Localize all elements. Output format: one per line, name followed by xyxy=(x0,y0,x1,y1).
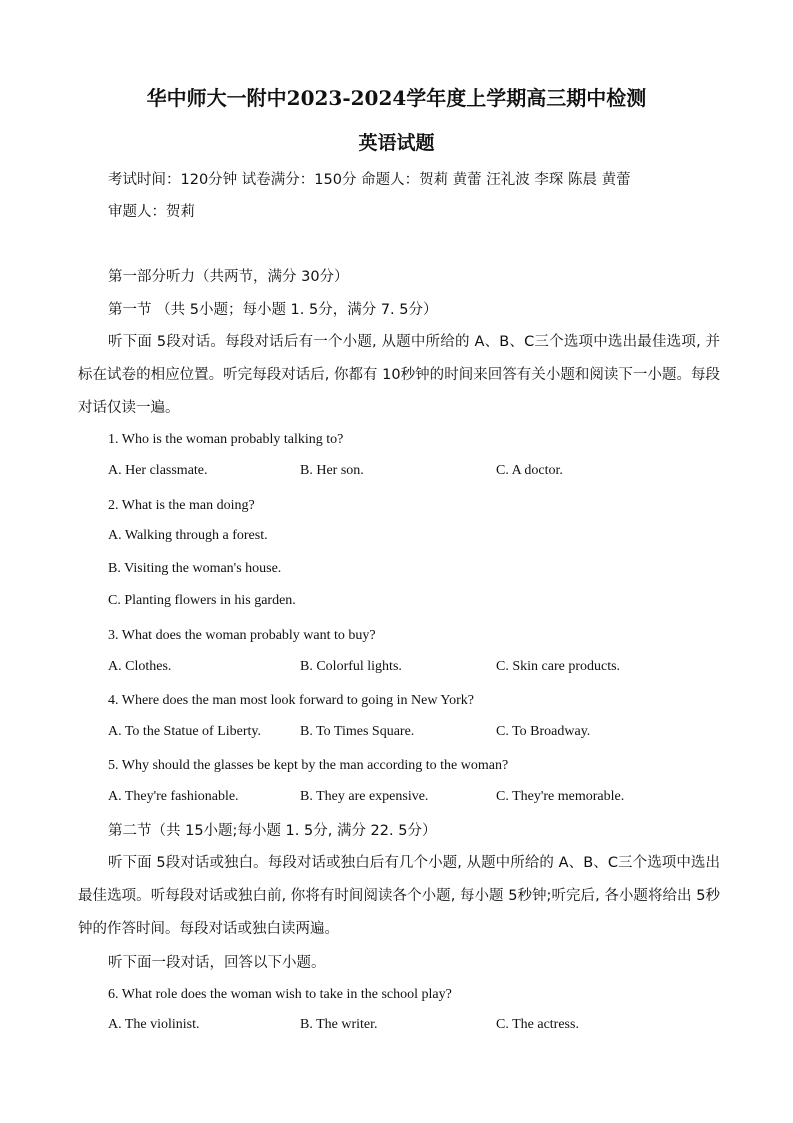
q4-option-b: B. To Times Square. xyxy=(300,724,415,739)
q1-option-c: C. A doctor. xyxy=(496,463,563,478)
dialogue-prompt: 听下面一段对话，回答以下小题。 xyxy=(108,955,326,971)
exam-title: 华中师大一附中2023-2024学年度上学期高三期中检测 xyxy=(146,86,647,110)
q6-option-c: C. The actress. xyxy=(496,1017,579,1032)
q4-option-a: A. To the Statue of Liberty. xyxy=(108,724,261,739)
section1-instructions: 听下面 5段对话。每段对话后有一个小题, 从题中所给的 A、B、C三个选项中选出最佳选项, 并标在试卷的相应位置。听完每段对话后, 你都有 10秒钟的时间来回答有关小题和阅读下一小题。每段对话仅读一遍。 xyxy=(78,334,720,416)
exam-info: 考试时间：120分钟 试卷满分：150分 命题人：贺莉 黄蕾 汪礼波 李琛 陈晨 黄蕾 xyxy=(108,172,631,188)
q2-option-b: B. Visiting the woman's house. xyxy=(108,561,282,576)
q3-option-a: A. Clothes. xyxy=(108,659,172,674)
question-4: 4. Where does the man most look forward to going in New York? xyxy=(108,693,475,708)
section2-heading: 第二节（共 15小题;每小题 1. 5分, 满分 22. 5分） xyxy=(108,823,437,839)
q5-option-a: A. They're fashionable. xyxy=(108,789,239,804)
q6-option-a: A. The violinist. xyxy=(108,1017,200,1032)
question-3: 3. What does the woman probably want to buy? xyxy=(108,628,376,643)
question-1: 1. Who is the woman probably talking to? xyxy=(108,432,344,447)
question-6: 6. What role does the woman wish to take in the school play? xyxy=(108,987,452,1002)
q5-option-b: B. They are expensive. xyxy=(300,789,429,804)
q4-option-c: C. To Broadway. xyxy=(496,724,591,739)
q2-option-c: C. Planting flowers in his garden. xyxy=(108,593,296,608)
part1-heading: 第一部分听力（共两节，满分 30分） xyxy=(108,269,349,285)
q3-option-c: C. Skin care products. xyxy=(496,659,621,674)
q1-option-b: B. Her son. xyxy=(300,463,364,478)
exam-subtitle: 英语试题 xyxy=(358,132,435,154)
q5-option-c: C. They're memorable. xyxy=(496,789,625,804)
section1-heading: 第一节 （共 5小题；每小题 1. 5分，满分 7. 5分） xyxy=(108,302,438,318)
reviewer-line: 审题人：贺莉 xyxy=(108,204,195,220)
q2-option-a: A. Walking through a forest. xyxy=(108,528,268,543)
q1-option-a: A. Her classmate. xyxy=(108,463,208,478)
section2-instructions: 听下面 5段对话或独白。每段对话或独白后有几个小题, 从题中所给的 A、B、C三个选项中选出最佳选项。听每段对话或独白前, 你将有时间阅读各个小题, 每小题 5秒钟;听完后, 各小题将给出 5秒钟的作答时间。每段对话或独白读两遍。 xyxy=(78,855,720,937)
q6-option-b: B. The writer. xyxy=(300,1017,378,1032)
question-5: 5. Why should the glasses be kept by the man according to the woman? xyxy=(108,758,509,773)
question-2: 2. What is the man doing? xyxy=(108,498,255,513)
q3-option-b: B. Colorful lights. xyxy=(300,659,402,674)
